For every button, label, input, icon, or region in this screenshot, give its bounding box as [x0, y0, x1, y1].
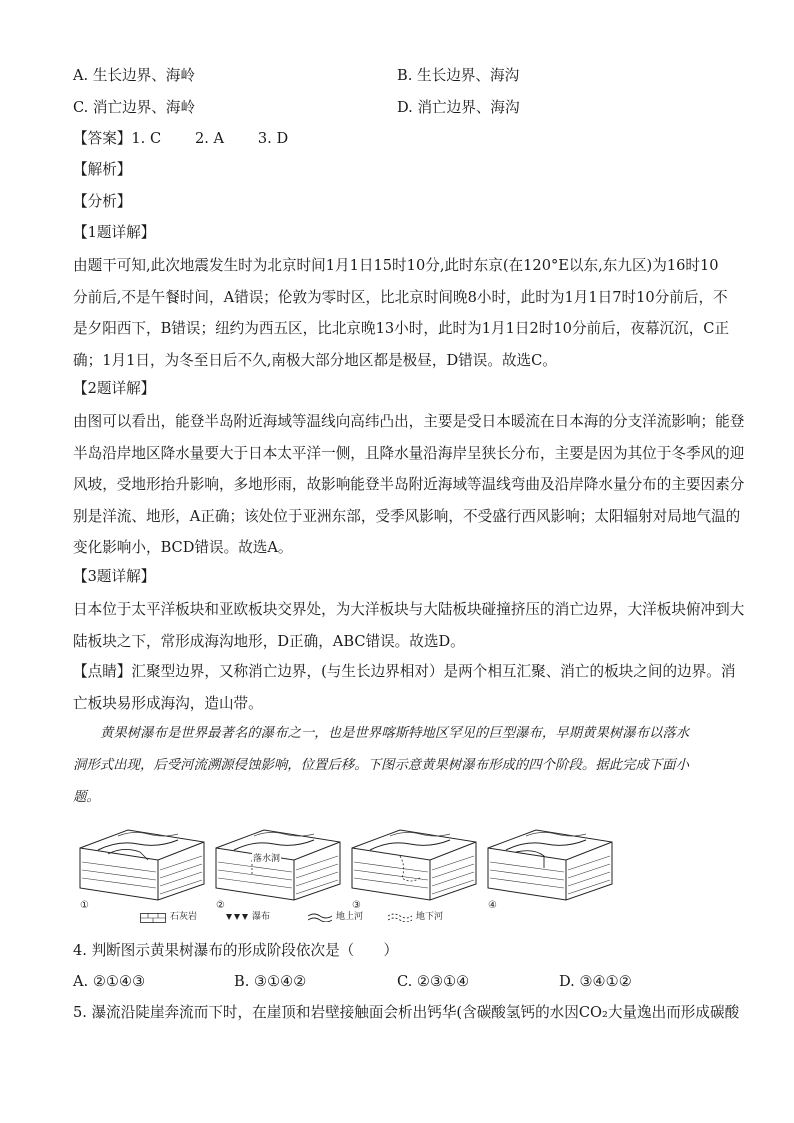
analysis-title: 【解析】 [73, 161, 132, 178]
answer-text: 1. C 2. A 3. D [131, 130, 289, 147]
panel-label-3: ③ [352, 900, 361, 911]
q1-line: 由题干可知,此次地震发生时为北京时间1月1日15时10分,此时东京(在120°E以东,东九区)为16时10 [73, 257, 719, 274]
figure-panel-4 [486, 826, 614, 902]
passage-line: 黄果树瀑布是世界最著名的瀑布之一，也是世界喀斯特地区罕见的巨型瀑布，早期黄果树瀑布以落水 [100, 726, 690, 741]
panel-label-4: ④ [488, 900, 497, 911]
answer-line [73, 129, 288, 149]
q2-line: 别是洋流、地形，A正确；该处位于亚洲东部，受季风影响，不受盛行西风影响；太阳辐射对局地气温的 [73, 507, 741, 525]
passage-line: 题。 [73, 790, 100, 805]
legend-underground-river: 地下河 [416, 912, 444, 922]
passage [73, 718, 725, 814]
legend-surface-river: 地上河 [336, 912, 364, 922]
q1-line: 分前后,不是午餐时间，A错误；伦敦为零时区，比北京时间晚8小时，此时为1月1日7时10分前后，不 [73, 288, 728, 306]
fenxi-title: 【分析】 [73, 193, 132, 210]
q2-line: 半岛沿岸地区降水量要大于日本太平洋一侧，且降水量沿海岸呈狭长分布，主要是因为其位于冬季风的迎 [73, 444, 745, 462]
legend-limestone: 石灰岩 [170, 912, 198, 922]
q3-body [73, 594, 745, 657]
q2-title: 【2题详解】 [73, 380, 156, 397]
q1-body [73, 250, 730, 376]
q4-stem: 4. 判断图示黄果树瀑布的形成阶段依次是（ ） [73, 942, 399, 959]
figure-panel-2 [214, 826, 342, 902]
underground-river-legend-icon [388, 912, 412, 922]
q2-line: 变化影响小，BCD错误。故选A。 [73, 539, 293, 557]
passage-line: 洞形式出现，后受河流溯源侵蚀影响，位置后移。下图示意黄果树瀑布形成的四个阶段。据此完成下面小 [73, 758, 689, 773]
option-a: A. 生长边界、海岭 [73, 67, 195, 84]
option-c: C. 消亡边界、海岭 [73, 99, 196, 116]
q2-body [73, 406, 745, 564]
q4-option-c: C. ②③①④ [397, 973, 470, 990]
q4-option-b: B. ③①④② [234, 973, 307, 990]
option-d: D. 消亡边界、海沟 [397, 99, 520, 116]
q2-line: 风坡，受地形抬升影响，多地形雨，故影响能登半岛附近海域等温线弯曲及沿岸降水量分布的主要因素分 [73, 476, 745, 494]
q5-stem: 5. 瀑流沿陡崖奔流而下时，在崖顶和岩壁接触面会析出钙华(含碳酸氢钙的水因CO₂大量逸出而形成碳酸 [73, 1004, 740, 1021]
q1-title: 【1题详解】 [73, 224, 156, 241]
figure-panel-3 [350, 826, 478, 902]
q3-line: 日本位于太平洋板块和亚欧板块交界处，为大洋板块与大陆板块碰撞挤压的消亡边界，大洋板块俯冲到大 [73, 601, 745, 618]
cave-label: 落水洞 [252, 851, 281, 864]
q3-title: 【3题详解】 [73, 568, 156, 585]
q1-line: 确；1月1日，为冬至日后不久,南极大部分地区都是极昼，D错误。故选C。 [73, 351, 557, 369]
answer-tag: 【答案】 [73, 130, 132, 147]
dianjing-line [73, 656, 736, 688]
option-b: B. 生长边界、海沟 [397, 67, 520, 84]
dianjing-body [73, 656, 736, 719]
q2-line: 由图可以看出，能登半岛附近海域等温线向高纬凸出，主要是受日本暖流在日本海的分支洋流影响；能登 [73, 413, 745, 430]
waterfall-legend-icon [226, 914, 248, 922]
figure-panel-1 [78, 826, 206, 902]
panel-label-2: ② [216, 900, 225, 911]
panel-label-1: ① [80, 900, 89, 911]
dianjing-tag: 【点睛】 [73, 663, 132, 680]
surface-river-legend-icon [308, 912, 332, 922]
q4-option-d: D. ③④①② [559, 973, 632, 990]
limestone-legend-icon [140, 913, 166, 923]
dianjing-line: 亡板块易形成海沟，造山带。 [73, 694, 263, 712]
legend-waterfall: 瀑布 [252, 912, 271, 922]
q4-option-a: A. ②①④③ [73, 973, 146, 990]
dianjing-text: 汇聚型边界，又称消亡边界，(与生长边界相对）是两个相互汇聚、消亡的板块之间的边界。消 [131, 663, 736, 680]
q3-line: 陆板块之下，常形成海沟地形，D正确，ABC错误。故选D。 [73, 632, 465, 650]
q1-line: 是夕阳西下，B错误；纽约为西五区，比北京晚13小时，此时为1月1日2时10分前后，夜幕沉沉，C正 [73, 320, 730, 338]
